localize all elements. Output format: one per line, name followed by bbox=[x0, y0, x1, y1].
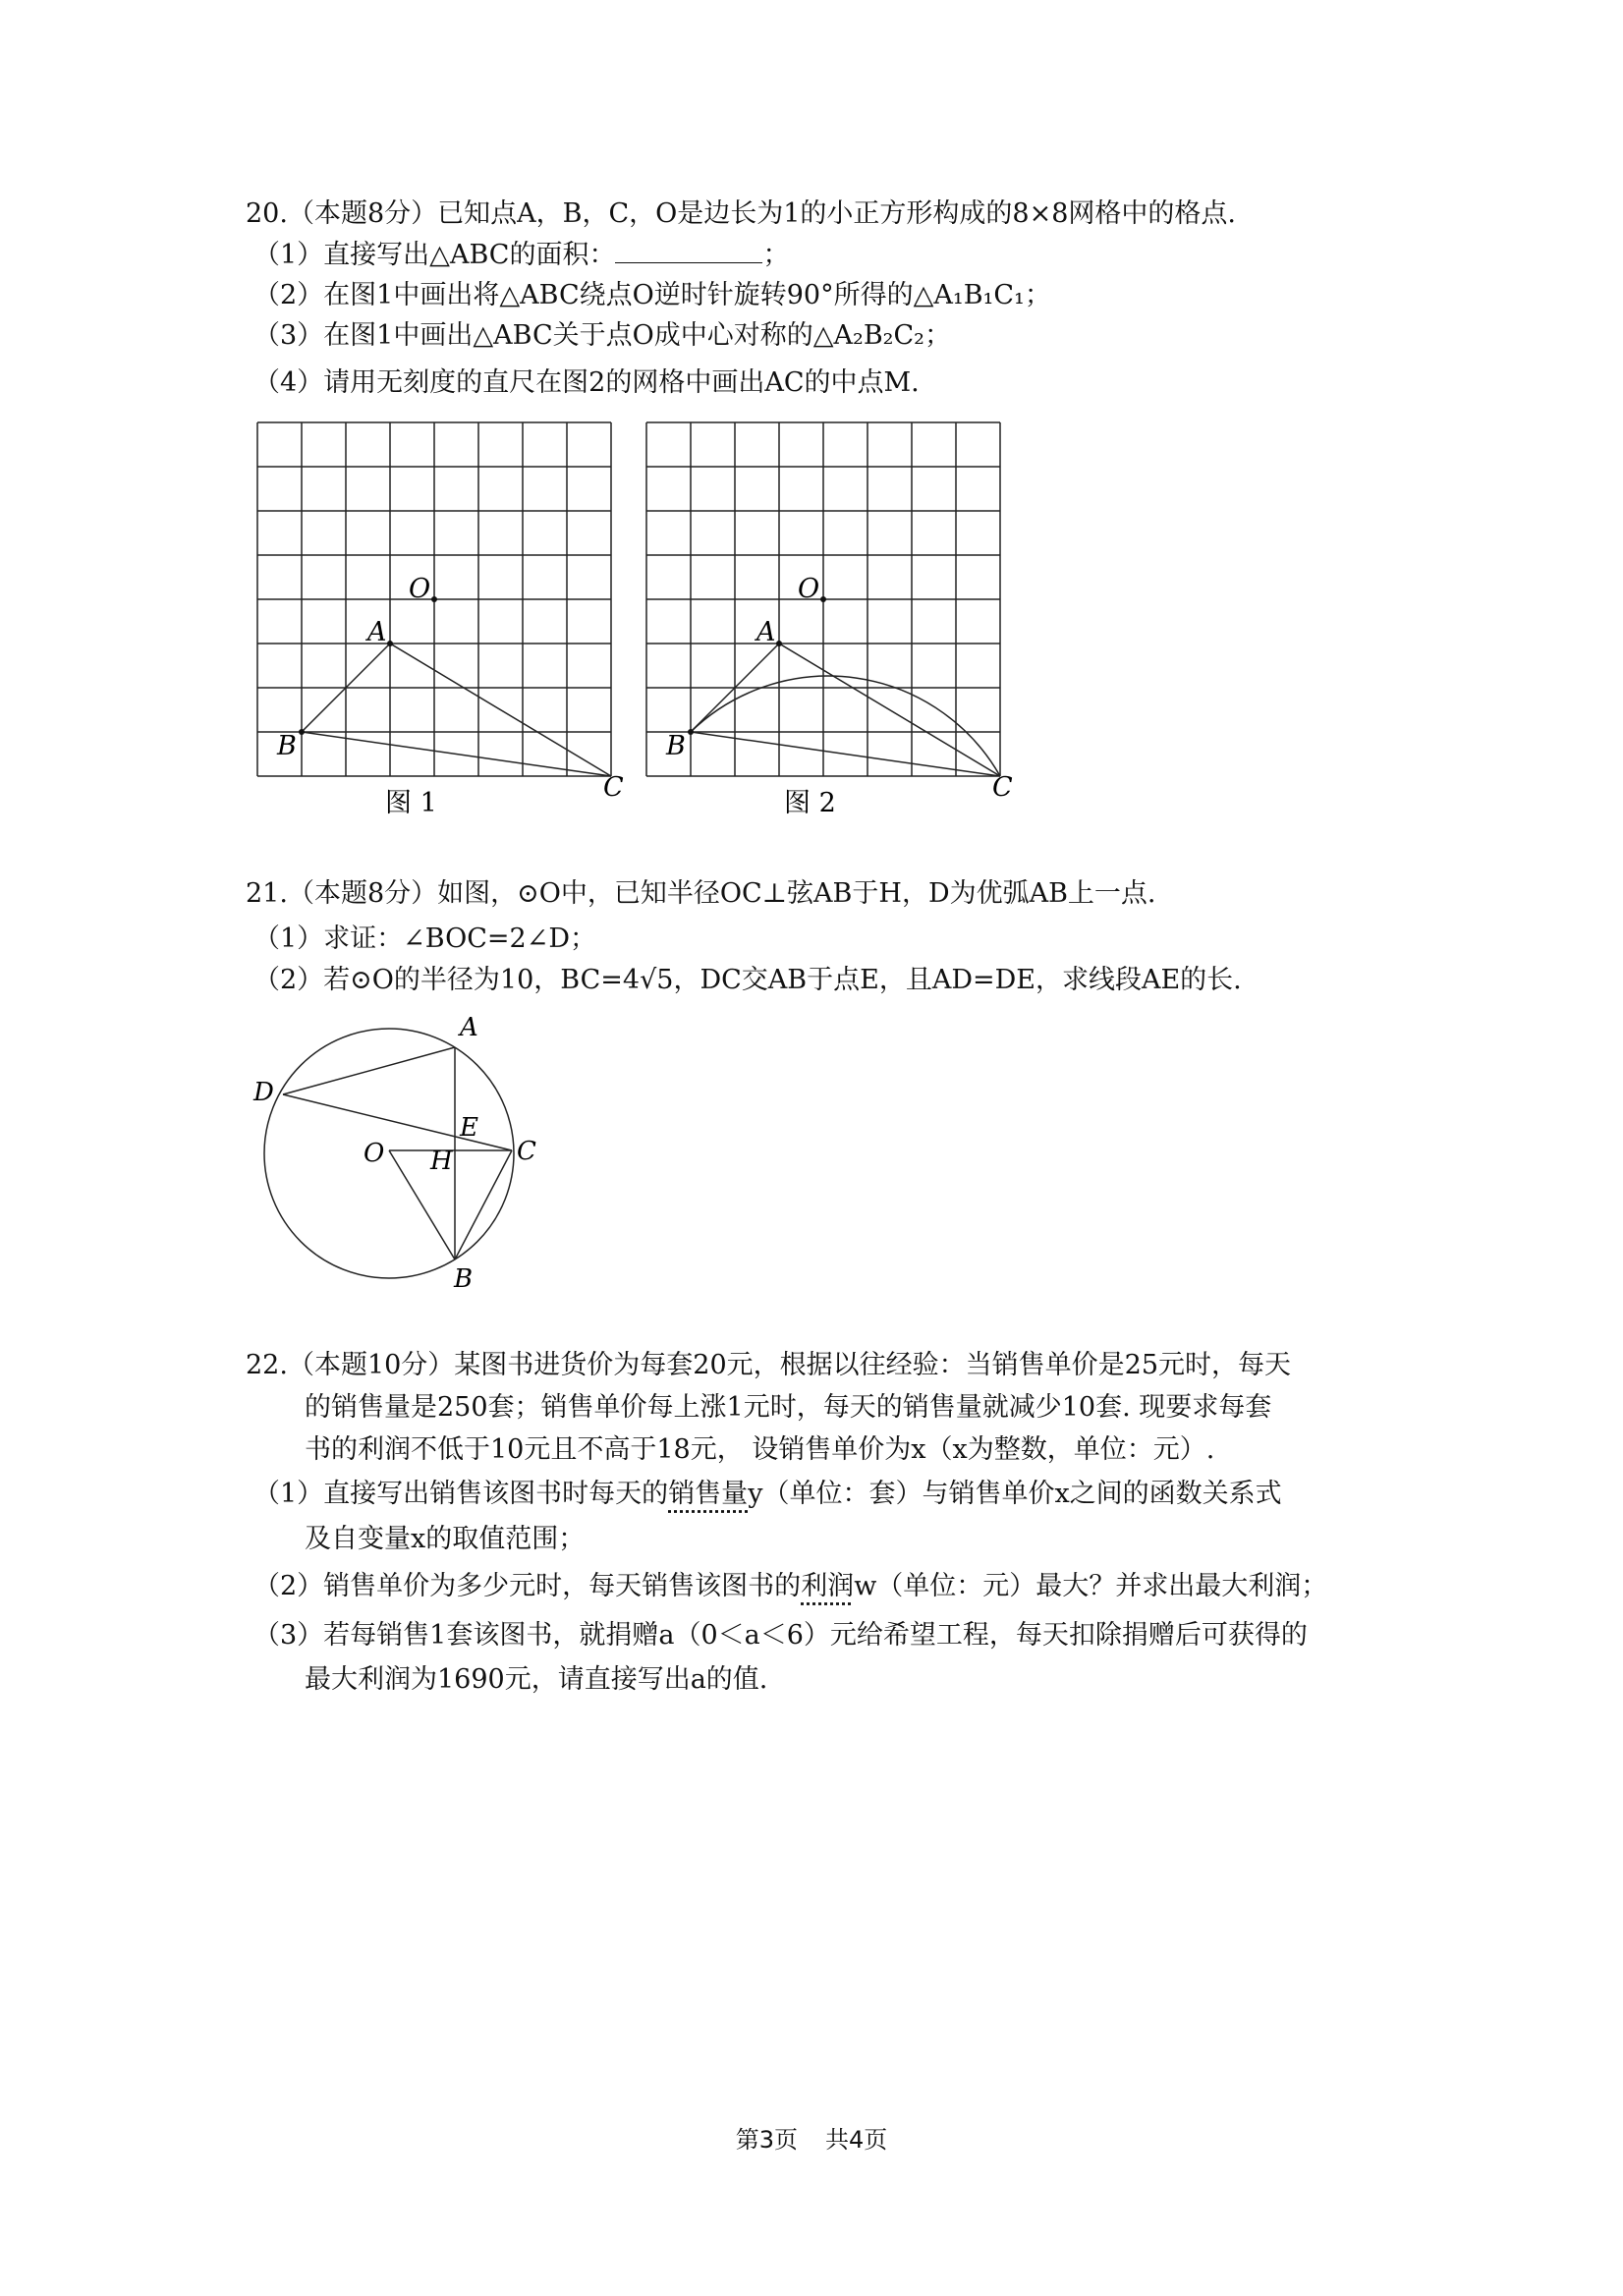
q22-part1-cont: 及自变量x的取值范围； bbox=[305, 1524, 586, 1554]
q21-header: 21.（本题8分）如图，⊙O中，已知半径OC⊥弦AB于H，D为优弧AB上一点. bbox=[246, 878, 1156, 909]
segment-da bbox=[283, 1047, 455, 1094]
q20-part4: （4）请用无刻度的直尺在图2的网格中画出AC的中点M. bbox=[253, 367, 920, 398]
circle-figure bbox=[246, 1012, 570, 1307]
page-total: 共4页 bbox=[825, 2126, 888, 2154]
figure-1-caption: 图 1 bbox=[385, 788, 437, 818]
q22-part3: （3）若每销售1套该图书，就捐赠a（0＜a＜6）元给希望工程，每天扣除捐赠后可获得的 bbox=[253, 1620, 1308, 1651]
q22-part1: （1）直接写出销售该图书时每天的销售量y（单位：套）与销售单价x之间的函数关系式 bbox=[253, 1479, 1282, 1509]
q20-header: 20.（本题8分）已知点A，B，C，O是边长为1的小正方形构成的8×8网格中的格点. bbox=[246, 198, 1236, 229]
label-e: E bbox=[460, 1113, 478, 1143]
arc-bc bbox=[691, 676, 1000, 776]
label-c: C bbox=[603, 772, 624, 803]
label-o: O bbox=[364, 1139, 385, 1168]
answer-blank[interactable] bbox=[615, 239, 762, 263]
label-b: B bbox=[666, 731, 686, 761]
label-a: A bbox=[460, 1013, 478, 1042]
q20-part3: （3）在图1中画出△ABC关于点O成中心对称的△A₂B₂C₂； bbox=[253, 320, 951, 351]
label-c: C bbox=[992, 772, 1013, 803]
label-h: H bbox=[430, 1147, 453, 1176]
triangle-abc bbox=[691, 644, 1000, 776]
label-o: O bbox=[798, 574, 820, 604]
page-footer bbox=[0, 2120, 1623, 2155]
label-d: D bbox=[253, 1078, 274, 1107]
label-a: A bbox=[756, 617, 776, 647]
point-o bbox=[820, 596, 826, 602]
point-b bbox=[688, 729, 694, 735]
q21-part2: （2）若⊙O的半径为10，BC=4√5，DC交AB于点E，且AD=DE，求线段AE的长. bbox=[253, 965, 1242, 995]
q20-part2: （2）在图1中画出将△ABC绕点O逆时针旋转90°所得的△A₁B₁C₁； bbox=[253, 280, 1051, 310]
figure-2-caption: 图 2 bbox=[784, 788, 836, 818]
q22-part2: （2）销售单价为多少元时，每天销售该图书的利润w（单位：元）最大？并求出最大利润； bbox=[253, 1571, 1328, 1601]
triangle-abc bbox=[302, 644, 611, 776]
q22-line2: 的销售量是250套；销售单价每上涨1元时，每天的销售量就减少10套. 现要求每套 bbox=[305, 1392, 1272, 1423]
q21-part1: （1）求证：∠BOC=2∠D； bbox=[253, 924, 597, 954]
label-b: B bbox=[277, 731, 297, 761]
point-b bbox=[299, 729, 305, 735]
point-a bbox=[387, 641, 393, 646]
label-a: A bbox=[367, 617, 387, 647]
q22-part3-cont: 最大利润为1690元，请直接写出a的值. bbox=[305, 1664, 768, 1695]
point-a bbox=[776, 641, 782, 646]
point-o bbox=[431, 596, 437, 602]
label-o: O bbox=[409, 574, 431, 604]
label-c: C bbox=[517, 1137, 536, 1166]
q22-line1: 22.（本题10分）某图书进货价为每套20元，根据以往经验：当销售单价是25元时，每天 bbox=[246, 1350, 1292, 1380]
q22-line3: 书的利润不低于10元且不高于18元， 设销售单价为x（x为整数，单位：元）. bbox=[305, 1434, 1215, 1465]
page-number: 第3页 bbox=[735, 2126, 798, 2154]
figure-2-grid bbox=[646, 422, 1013, 818]
label-b: B bbox=[454, 1264, 474, 1294]
figure-1-grid bbox=[257, 422, 624, 818]
q20-part1: （1）直接写出△ABC的面积： ； bbox=[253, 240, 790, 270]
